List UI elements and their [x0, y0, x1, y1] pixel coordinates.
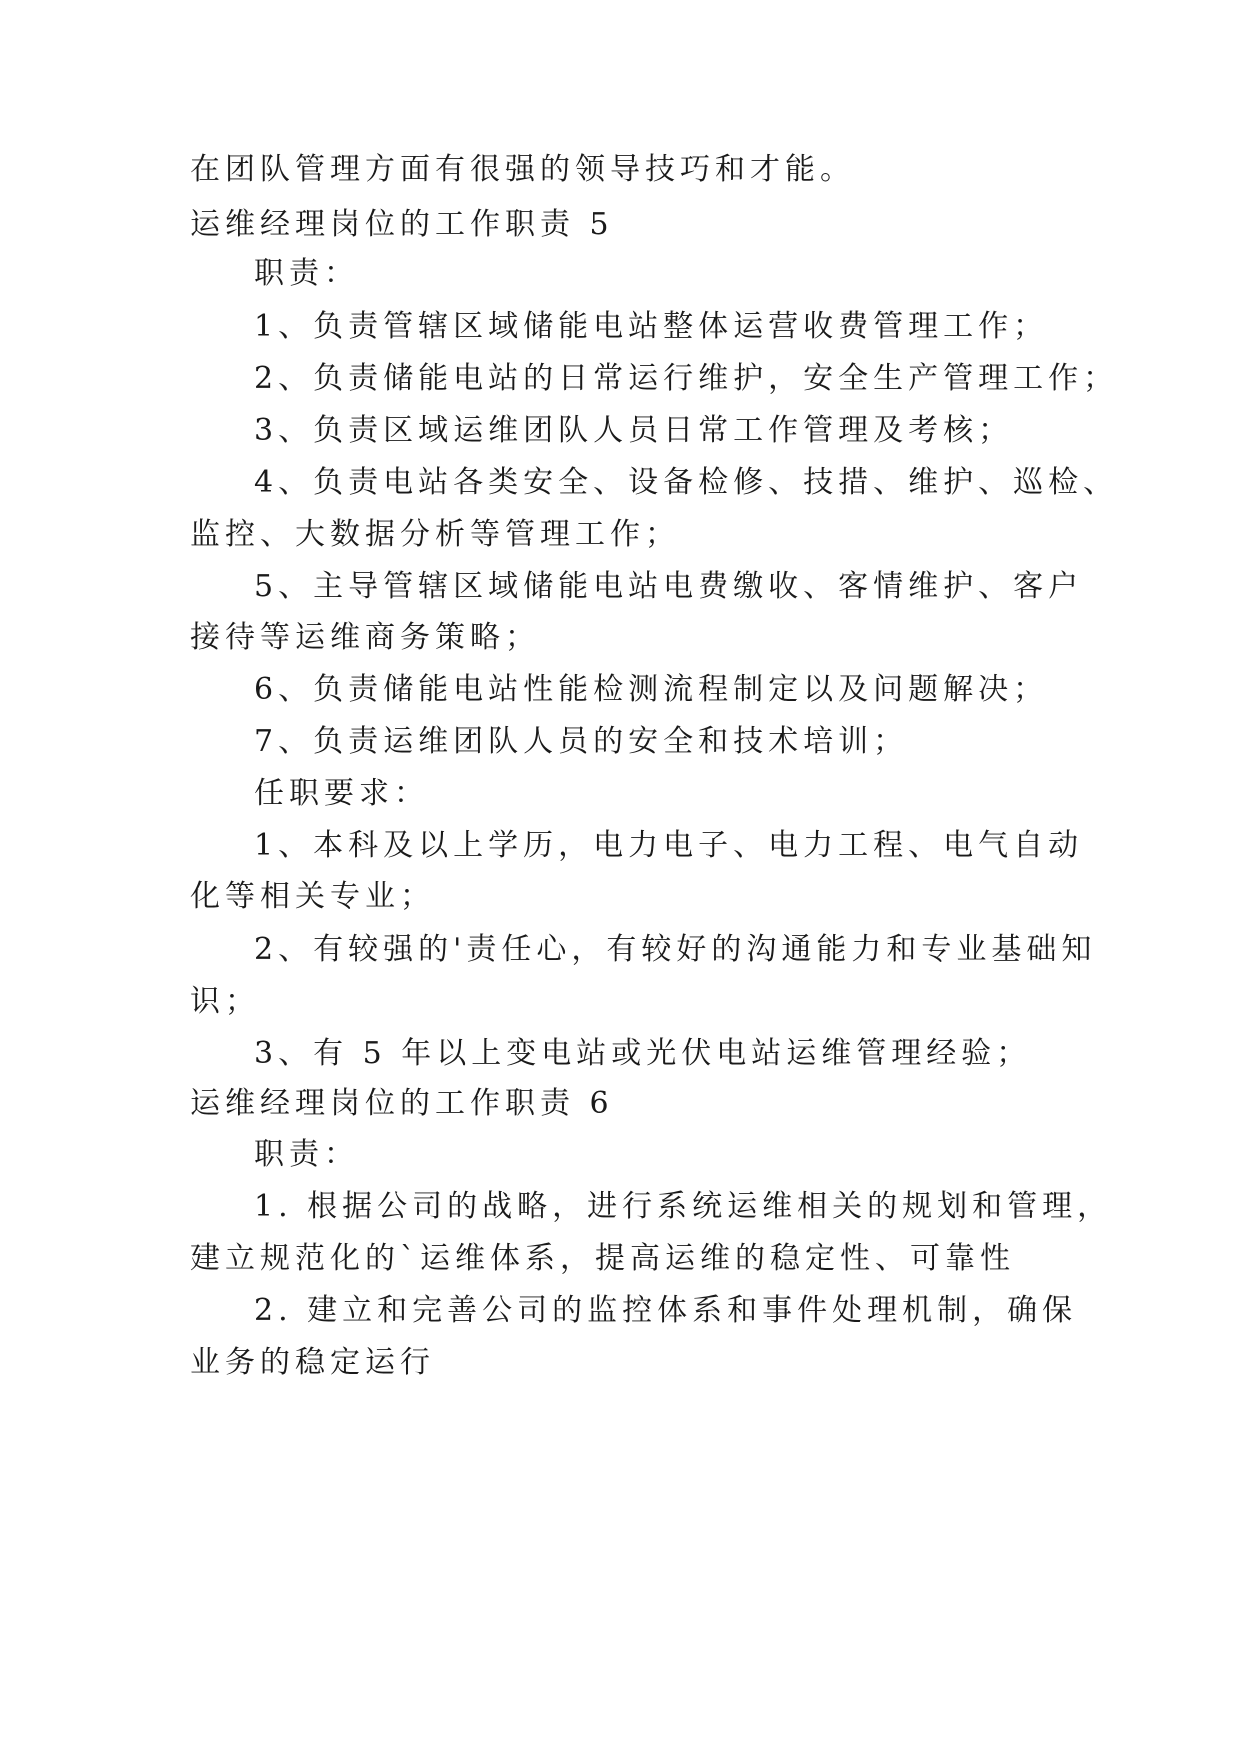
- list-item-continuation: 化等相关专业；: [190, 879, 435, 914]
- list-item: 1. 根据公司的战略，进行系统运维相关的规划和管理，: [254, 1189, 1113, 1224]
- list-item: 2、负责储能电站的日常运行维护，安全生产管理工作；: [254, 361, 1119, 396]
- text-line: 在团队管理方面有很强的领导技巧和才能。: [190, 152, 855, 187]
- list-item: 7、负责运维团队人员的安全和技术培训；: [254, 724, 909, 759]
- list-item: 5、主导管辖区域储能电站电费缴收、客情维护、客户: [254, 569, 1084, 604]
- subheading: 任职要求：: [254, 776, 429, 811]
- list-item: 6、负责储能电站性能检测流程制定以及问题解决；: [254, 672, 1049, 707]
- list-item-continuation: 识；: [190, 984, 260, 1019]
- list-item-continuation: 监控、大数据分析等管理工作；: [190, 517, 680, 552]
- list-item: 3、负责区域运维团队人员日常工作管理及考核；: [254, 413, 1014, 448]
- list-item: 1、本科及以上学历，电力电子、电力工程、电气自动: [254, 828, 1084, 863]
- list-item: 1、负责管辖区域储能电站整体运营收费管理工作；: [254, 309, 1049, 344]
- list-item: 4、负责电站各类安全、设备检修、技措、维护、巡检、: [254, 465, 1119, 500]
- list-item-continuation: 接待等运维商务策略；: [190, 620, 540, 655]
- section-heading: 运维经理岗位的工作职责 6: [190, 1086, 614, 1121]
- section-heading: 运维经理岗位的工作职责 5: [190, 207, 614, 242]
- subheading: 职责：: [254, 256, 359, 291]
- list-item: 2、有较强的'责任心，有较好的沟通能力和专业基础知: [254, 932, 1097, 967]
- list-item: 3、有 5 年以上变电站或光伏电站运维管理经验；: [254, 1036, 1032, 1071]
- subheading: 职责：: [254, 1137, 359, 1172]
- list-item: 2. 建立和完善公司的监控体系和事件处理机制，确保: [254, 1293, 1078, 1328]
- list-item-continuation: 业务的稳定运行: [190, 1345, 435, 1380]
- list-item-continuation: 建立规范化的`运维体系，提高运维的稳定性、可靠性: [190, 1241, 1015, 1276]
